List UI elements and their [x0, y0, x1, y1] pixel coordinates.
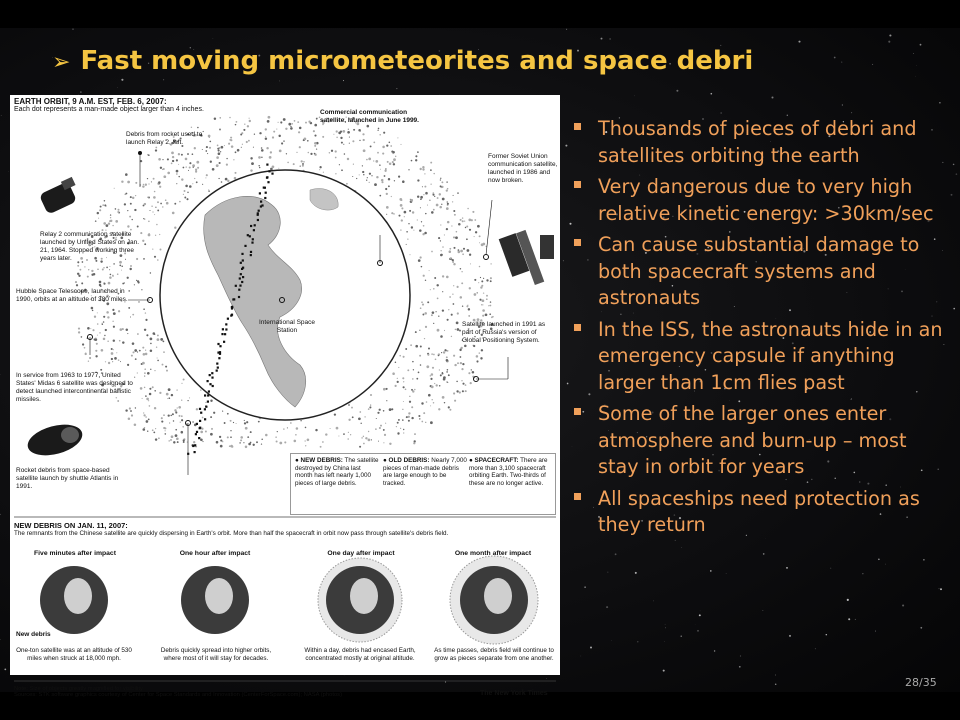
legend-new-debris: ● NEW DEBRIS: The satellite destroyed by China last month has left nearly 1,000 pieces of large debris. — [295, 457, 379, 487]
bullet-item: Some of the larger ones enter atmosphere and burn-up – most stay in orbit for years — [572, 401, 952, 481]
timeline-text-one-day: Within a day, debris had encased Earth, concentrated mostly at original altitude. — [304, 647, 416, 662]
callout-hubble: Hubble Space Telescope, launched in 1990, orbits at an altitude of 380 miles. — [16, 288, 128, 303]
timeline-text-one-hour: Debris quickly spread into higher orbits, where most of it will stay for decades. — [160, 647, 272, 662]
callout-iss: International Space Station — [258, 319, 315, 334]
timeline-label-one-month: One month after impact — [454, 550, 532, 557]
slide — [0, 28, 960, 698]
new-debris-section-title: NEW DEBRIS ON JAN. 11, 2007: — [14, 521, 128, 530]
square-bullet-icon — [574, 493, 581, 500]
timeline-text-one-month: As time passes, debris field will continue to grow as pieces separate from one another. — [434, 647, 554, 662]
callout-midas-satellite: In service from 1963 to 1977, United States' Midas 6 satellite was designed to detect launched intercontinental ballistic missiles. — [16, 372, 133, 403]
infographic-subheader: Each dot represents a man-made object larger than 4 inches. — [14, 106, 204, 113]
figure-note: Note: Size of objects greatly magnified for visibility Sources: STK software graphics courtesy of Center for Space Standards and Innovation (CenterForSpace.com); NASA (photos) — [14, 686, 343, 698]
soviet-satellite-photo — [499, 230, 554, 285]
timeline-label-one-hour: One hour after impact — [179, 550, 251, 557]
debris-infographic — [10, 95, 560, 698]
rocket-debris-photo — [24, 419, 85, 461]
timeline-globe — [175, 560, 255, 640]
slide-title: ➢ Fast moving micrometeorites and space debri — [52, 46, 754, 76]
bullet-item: Can cause substantial damage to both spacecraft systems and astronauts — [572, 232, 952, 312]
relay2-satellite-photo — [39, 177, 77, 215]
timeline-globe — [36, 562, 112, 638]
timeline-text-five-minutes: One-ton satellite was at an altitude of 530 miles when struck at 18,000 mph. — [16, 647, 132, 662]
callout-debris-rocket: Debris from rocket used to launch Relay 2, left. — [126, 131, 203, 146]
callout-gps-satellite: Satellite launched in 1991 as part of Russia's version of Global Positioning System. — [462, 321, 546, 344]
square-bullet-icon — [574, 239, 581, 246]
new-debris-label: New debris — [16, 631, 51, 638]
bullet-item: All spaceships need protection as they return — [572, 486, 952, 539]
timeline-globe — [450, 556, 538, 644]
infographic-header: EARTH ORBIT, 9 A.M. EST, FEB. 6, 2007: — [14, 97, 167, 106]
legend-old-debris: ● OLD DEBRIS: Nearly 7,000 pieces of man-made debris are large enough to be tracked. — [383, 457, 467, 487]
bullet-item: Very dangerous due to very high relative kinetic energy: >30km/sec — [572, 174, 952, 227]
timeline-label-five-minutes: Five minutes after impact — [34, 550, 116, 557]
timeline-globes — [36, 556, 538, 644]
legend-spacecraft: ● SPACECRAFT: There are more than 3,100 spacecraft orbiting Earth. Two-thirds of these are no longer active. — [469, 457, 548, 487]
arrow-bullet-icon: ➢ — [52, 50, 71, 75]
debris-legend — [290, 453, 556, 515]
timeline-label-one-day: One day after impact — [327, 550, 395, 557]
bullet-item: Thousands of pieces of debri and satellites orbiting the earth — [572, 116, 952, 169]
timeline-globe — [318, 558, 402, 642]
callout-commercial-satellite: Commercial communication satellite, launched in June 1999. — [320, 109, 419, 124]
callout-soviet-satellite: Former Soviet Union communication satellite, launched in 1986 and now broken. — [488, 153, 558, 184]
callout-rocket-debris: Rocket debris from space-based satellite launch by shuttle Atlantis in 1991. — [16, 467, 119, 490]
new-debris-section-subtitle: The remnants from the Chinese satellite are quickly dispersing in Earth's orbit. More than half the spacecraft in orbit now pass through satellite's debris field. — [14, 530, 449, 537]
page-number: 28/35 — [905, 676, 937, 689]
square-bullet-icon — [574, 123, 581, 130]
callout-relay2-satellite: Relay 2 communication satellite launched by United States on Jan. 21, 1964. Stopped working three years later. — [40, 231, 140, 262]
bullet-list — [572, 116, 952, 544]
bullet-item: In the ISS, the astronauts hide in an emergency capsule if anything larger than 1cm flies past — [572, 317, 952, 397]
square-bullet-icon — [574, 408, 581, 415]
callout-line-soviet — [486, 200, 492, 255]
figure-credit: The New York Times — [480, 690, 548, 697]
square-bullet-icon — [574, 324, 581, 331]
square-bullet-icon — [574, 181, 581, 188]
